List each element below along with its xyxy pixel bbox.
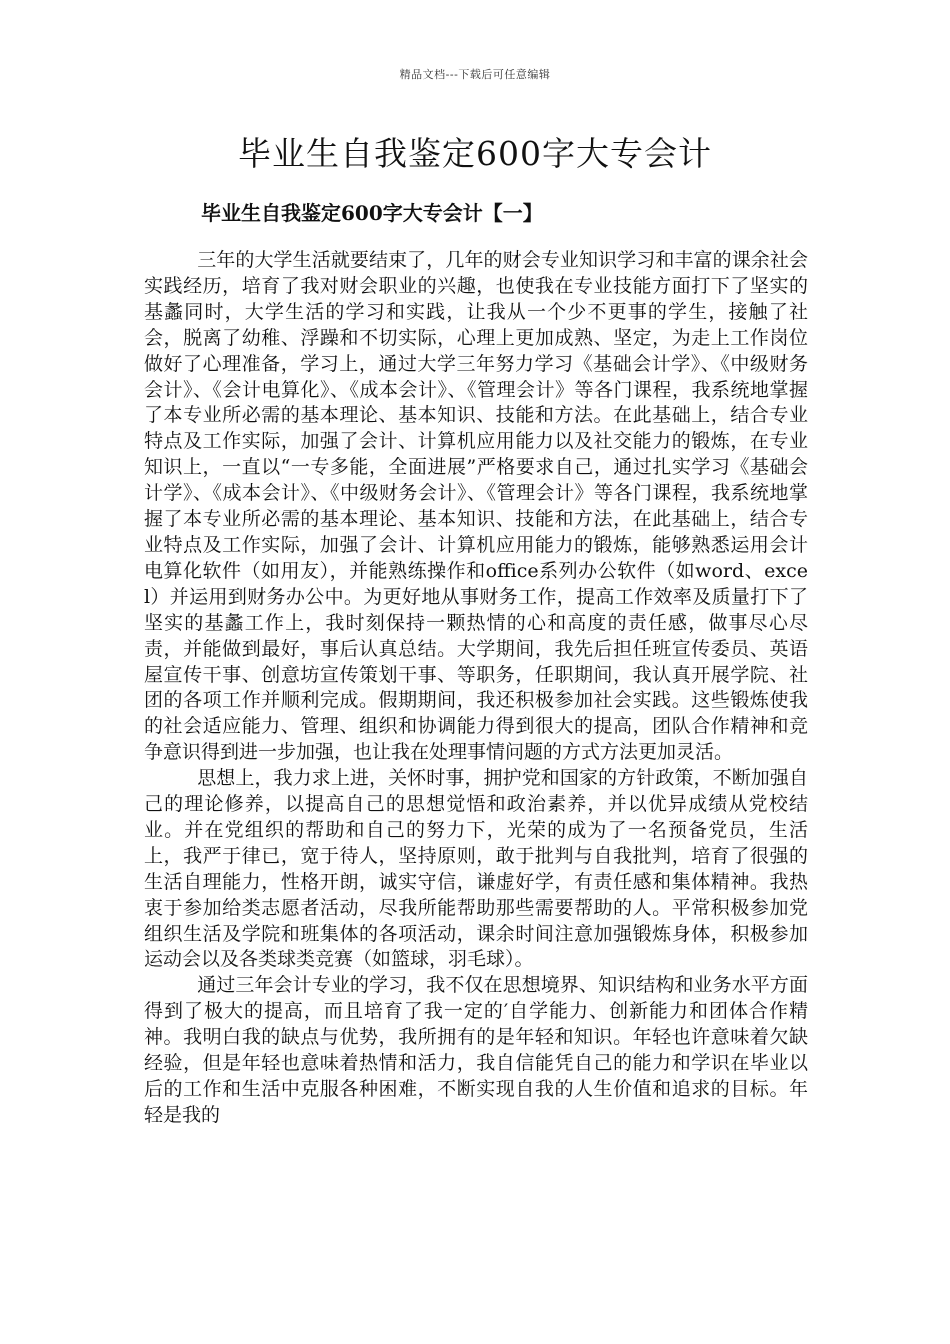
paragraph-study: 三年的大学生活就要结束了，几年的财会专业知识学习和丰富的课余社会实践经历，培育了我对财会职业的兴趣，也使我在专业技能方面打下了坚实的基蠡同时，大学生活的学习和实践，让我从一个少不更事的学生，接触了社会，脱离了幼稚、浮躁和不切实际，心理上更加成熟、坚定，为走上工作岗位做好了心理准备，学习上，通过大学三年努力学习《基础会计学》、《中级财务会计》、《会计电算化》、《成本会计》、《管理会计》等各门课程，我系统地掌握了本专业所必需的基本理论、基本知识、技能和方法。在此基础上，结合专业特点及工作实际，加强了会计、计算机应用能力以及社交能力的锻炼，在专业知识上，一直以“一专多能，全面进展”严格要求自己，通过扎实学习《基础会计学》、《成本会计》、《中级财务会计》、《管理会计》等各门课程，我系统地掌握了本专业所必需的基本理论、基本知识、技能和方法，在此基础上，结合专业特点及工作实际，加强了会计、计算机应用能力的锻炼，能够熟悉运用会计电算化软件（如用友），并能熟练操作和office系列办公软件（如word、excel）并运用到财务办公中。为更好地从事财务工作，提高工作效率及质量打下了坚实的基蠡工作上，我时刻保持一颗热情的心和高度的责任感，做事尽心尽责，并能做到最好，事后认真总结。大学期间，我先后担任班宣传委员、英语屋宣传干事、创意坊宣传策划干事、等职务，任职期间，我认真开展学院、社团的各项工作并顺利完成。假期期间，我还积极参加社会实践。这些锻炼使我的社会适应能力、管理、组织和协调能力得到很大的提高，团队合作精神和竞争意识得到进一步加强，也让我在处理事情问题的方式方法更加灵活。 bbox=[144, 249, 808, 764]
section-heading: 毕业生自我鉴定600字大专会计【一】 bbox=[201, 201, 543, 225]
header-note: 精品文档---下载后可任意编辑 bbox=[399, 68, 551, 81]
body-text bbox=[144, 248, 808, 1129]
paragraph-summary: 通过三年会计专业的学习，我不仅在思想境界、知识结构和业务水平方面得到了极大的提高，而且培育了我一定的′自学能力、创新能力和团体合作精神。我明白我的缺点与优势，我所拥有的是年轻和知识。年轻也许意味着欠缺经验，但是年轻也意味着热情和活力，我自信能凭自己的能力和学识在毕业以后的工作和生活中克服各种困难，不断实现自我的人生价值和追求的目标。年轻是我的 bbox=[144, 974, 808, 1126]
document-title: 毕业生自我鉴定600字大专会计 bbox=[238, 134, 712, 173]
paragraph-ideology: 思想上，我力求上进，关怀时事，拥护党和国家的方针政策，不断加强自己的理论修养，以提高自己的思想觉悟和政治素养，并以优异成绩从党校结业。并在党组织的帮助和自己的努力下，光荣的成为了一名预备党员，生活上，我严于律已，宽于待人，坚持原则，敢于批判与自我批判，培育了很强的生活自理能力，性格开朗，诚实守信，谦虚好学，有责任感和集体精神。我热衷于参加给类志愿者活动，尽我所能帮助那些需要帮助的人。平常积极参加党组织生活及学院和班集体的各项活动，课余时间注意加强锻炼身体，积极参加运动会以及各类球类竞赛（如篮球，羽毛球）。 bbox=[144, 767, 808, 971]
